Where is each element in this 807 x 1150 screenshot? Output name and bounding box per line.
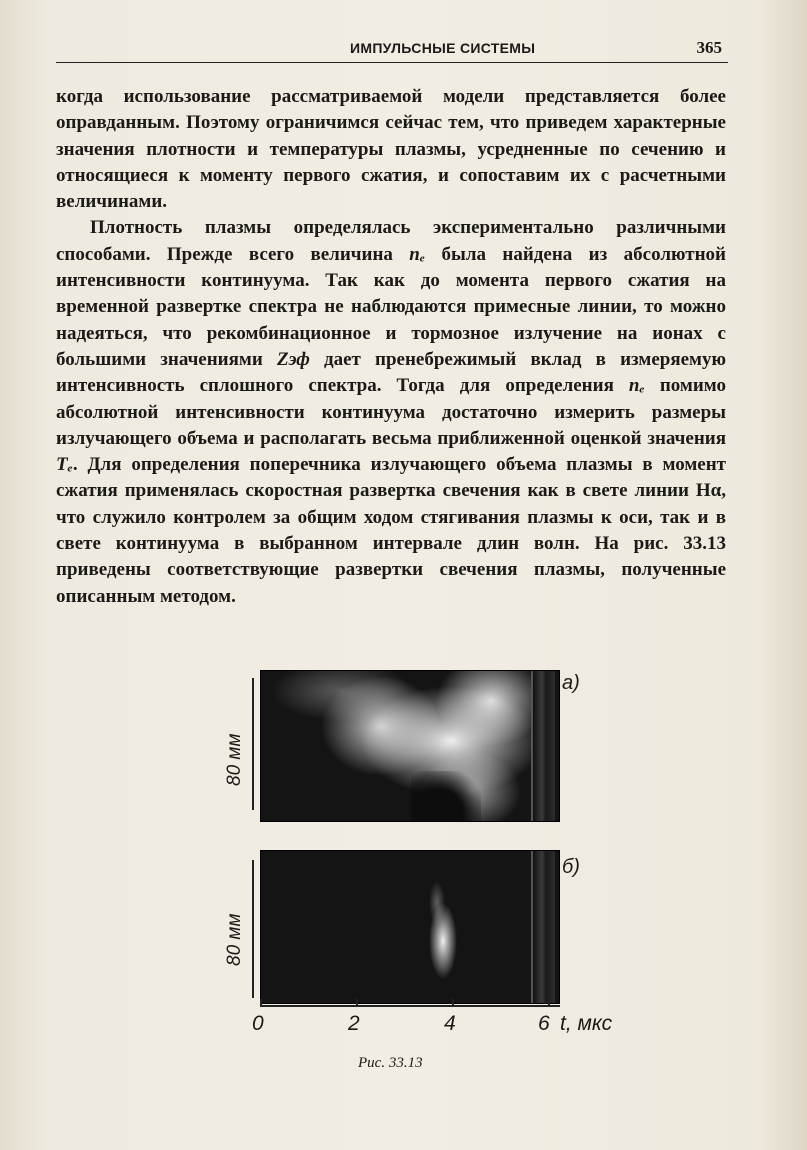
paragraph-2 [56,215,726,609]
axis-tick [356,999,358,1007]
page-header [56,36,728,63]
time-axis [260,1005,560,1007]
axis-tick [548,999,550,1007]
film-edge-strip [531,851,555,1003]
symbol-ne: nₑ [628,375,645,397]
plasma-glow-b [261,851,559,1003]
axis-tick-label: 6 [538,1012,550,1035]
streak-photo-b [260,850,560,1004]
scale-label-b: 80 мм [224,913,245,966]
symbol-te: Tₑ [56,454,73,476]
symbol-zeff: Zэф [276,348,310,370]
figure-caption: Рис. 33.13 [358,1055,423,1071]
text-run: , что служило контролем за общим ходом стягивания плазмы к оси, так и в свете континуума в выбранном интервале длин волн. На рис. 33.13 приведены соответствующие развертки свечения плазмы, полученные описанным методом. [56,480,726,607]
panel-label-b: б) [562,856,580,878]
scale-bar-b [252,860,254,998]
text-run: помимо абсолютной интенсивности континуума достаточно измерить размеры излучающего объема и располагать весьма приближенной оценкой значения [56,375,726,449]
text-run: . Для определения поперечника излучающего объема плазмы в момент сжатия применялась скоростная развертка свечения как в свете линии [56,454,726,502]
scale-label-a: 80 мм [224,733,245,786]
panel-label-a: а) [562,672,580,694]
figure-33-13 [210,660,640,1090]
symbol-h-alpha: Hα [695,480,722,502]
film-edge-strip [531,671,555,821]
scale-bar-a [252,678,254,810]
axis-tick [260,999,262,1007]
axis-title: t, мкс [560,1012,613,1035]
symbol-ne: nₑ [409,243,426,265]
streak-photo-a [260,670,560,822]
body-text [56,84,726,610]
axis-tick-label: 0 [252,1012,264,1035]
plasma-glow-a [261,671,559,821]
axis-tick [452,999,454,1007]
page-number: 365 [696,38,722,57]
running-head: ИМПУЛЬСНЫЕ СИСТЕМЫ [350,40,536,56]
text-run: была найдена из абсолютной интенсивности континуума. Так как до момента первого сжатия на временной развертке спектра не наблюдаются примесные линии, то можно надеяться, что рекомбинационное и тормозное излучение на ионах с большими значениями [56,243,726,370]
text-run: Плотность плазмы определялась экспериментально различными способами. Прежде всего величина [56,217,726,265]
axis-tick-label: 4 [444,1012,456,1035]
axis-tick-label: 2 [348,1012,360,1035]
text-run: дает пренебрежимый вклад в измеряемую интенсивность сплошного спектра. Тогда для определения [56,348,726,397]
paragraph-1: когда использование рассматриваемой модели представляется более оправданным. Поэтому ограничимся сейчас тем, что приведем характерные значения плотности и температуры плазмы, усредненные по сечению и относящиеся к моменту первого сжатия, и сопоставим их с расчетными величинами. [56,86,726,213]
dark-region [411,771,481,822]
